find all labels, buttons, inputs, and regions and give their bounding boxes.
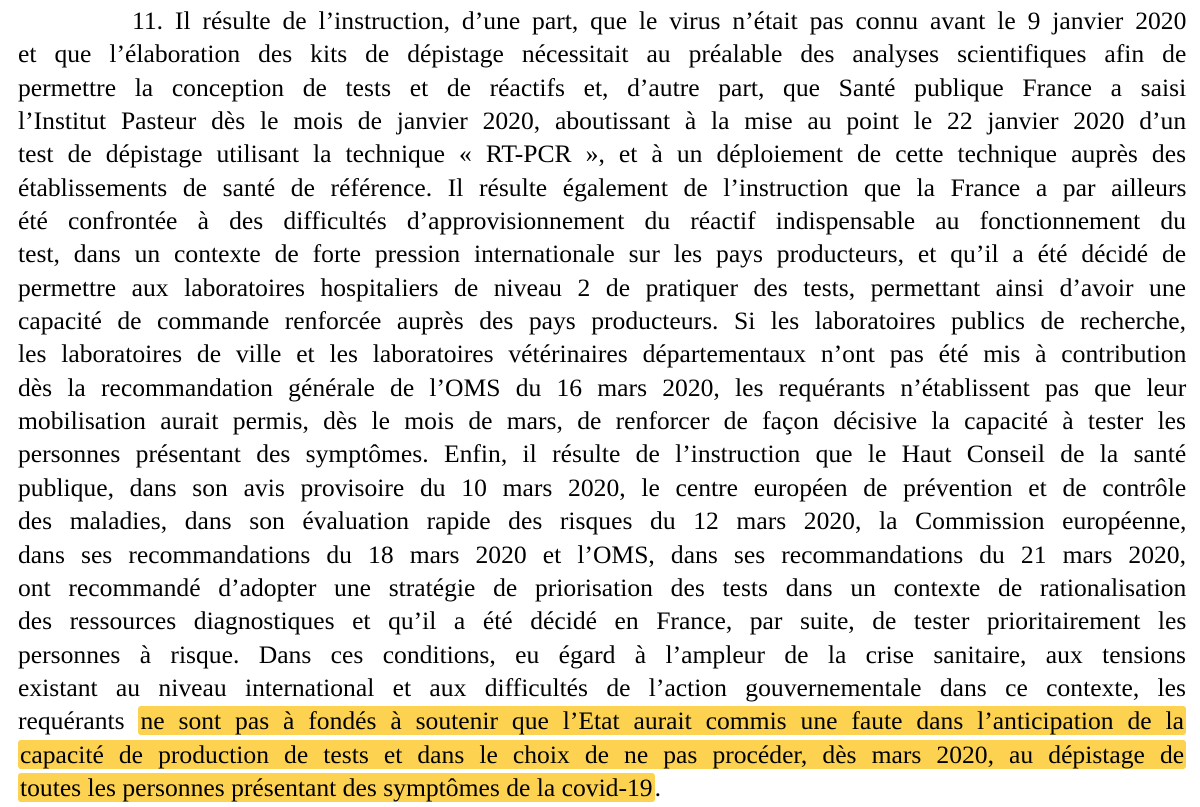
text-line-10: capacité de commande renforcée auprès des pays producteurs. Si les laboratoires publics de recherche, (18, 306, 1186, 336)
text-line-6: établissements de santé de référence. Il résulte également de l’instruction que la France a par ailleurs (18, 172, 1187, 202)
text-line-7: été confrontée à des difficultés d’approvisionnement du réactif indispensable au fonctionnement du (18, 206, 1186, 236)
text-line-15: publique, dans son avis provisoire du 10 mars 2020, le centre européen de prévention et de contrôle (18, 472, 1187, 502)
text-line-3: permettre la conception de tests et de réactifs et, d’autre part, que Santé publique France a saisi (18, 72, 1187, 102)
text-line-17: dans ses recommandations du 18 mars 2020 et l’OMS, dans ses recommandations du 21 mars 2020, (18, 539, 1186, 569)
text-line-12: dès la recommandation générale de l’OMS du 16 mars 2020, les requérants n’établissent pas que leur (18, 372, 1187, 402)
closing-period: . (654, 772, 662, 802)
highlighted-text: ne sont pas à fondés à soutenir que l’Etat aurait commis une faute dans l’anticipation de la (140, 706, 1184, 736)
highlighted-text: toutes les personnes présentant des symptômes de la covid-19 (20, 772, 653, 802)
text-line-22 (18, 704, 1186, 737)
text-line-19: des ressources diagnostiques et qu’il a été décidé en France, par suite, de tester prioritairement les (18, 606, 1187, 636)
highlighted-text: capacité de production de tests et dans le choix de ne pas procéder, dès mars 2020, au dépistage de (20, 739, 1185, 769)
text-line-2: et que l’élaboration des kits de dépistage nécessitait au préalable des analyses scientifiques afin de (18, 39, 1187, 69)
text-line-14: personnes présentant des symptômes. Enfin, il résulte de l’instruction que le Haut Conseil de la santé (18, 439, 1187, 469)
text-line-11: les laboratoires de ville et les laboratoires vétérinaires départementaux n’ont pas été mis à contribution (18, 339, 1187, 369)
text-line-13: mobilisation aurait permis, dès le mois de mars, de renforcer de façon décisive la capacité à tester les (18, 406, 1186, 436)
text-line-23 (18, 738, 1186, 771)
plain-text: requérants (18, 706, 125, 736)
text-line-4: l’Institut Pasteur dès le mois de janvier 2020, aboutissant à la mise au point le 22 janvier 2020 d’un (18, 106, 1187, 136)
text-line-9: permettre aux laboratoires hospitaliers de niveau 2 de pratiquer des tests, permettant ainsi d’avoir une (18, 272, 1186, 302)
text-line-20: personnes à risque. Dans ces conditions, eu égard à l’ampleur de la crise sanitaire, aux tensions (18, 639, 1186, 669)
text-line-18: ont recommandé d’adopter une stratégie de priorisation des tests dans un contexte de rationalisation (18, 572, 1187, 602)
paragraph-11 (18, 4, 1186, 804)
text-line-5: test de dépistage utilisant la technique « RT-PCR », et à un déploiement de cette technique auprès des (18, 139, 1187, 169)
paragraph-number: 11. (132, 6, 164, 35)
text-line-8: test, dans un contexte de forte pression internationale sur les pays producteurs, et qu’il a été décidé de (18, 239, 1187, 269)
text-line-24 (18, 771, 1186, 804)
text-line-21: existant au niveau international et aux difficultés de l’action gouvernementale dans ce contexte, les (18, 672, 1186, 702)
text-line-16: des maladies, dans son évaluation rapide des risques du 12 mars 2020, la Commission européenne, (18, 506, 1187, 536)
text-line-1: 11. Il résulte de l’instruction, d’une part, que le virus n’était pas connu avant le 9 janvier 2020 (132, 6, 1187, 35)
